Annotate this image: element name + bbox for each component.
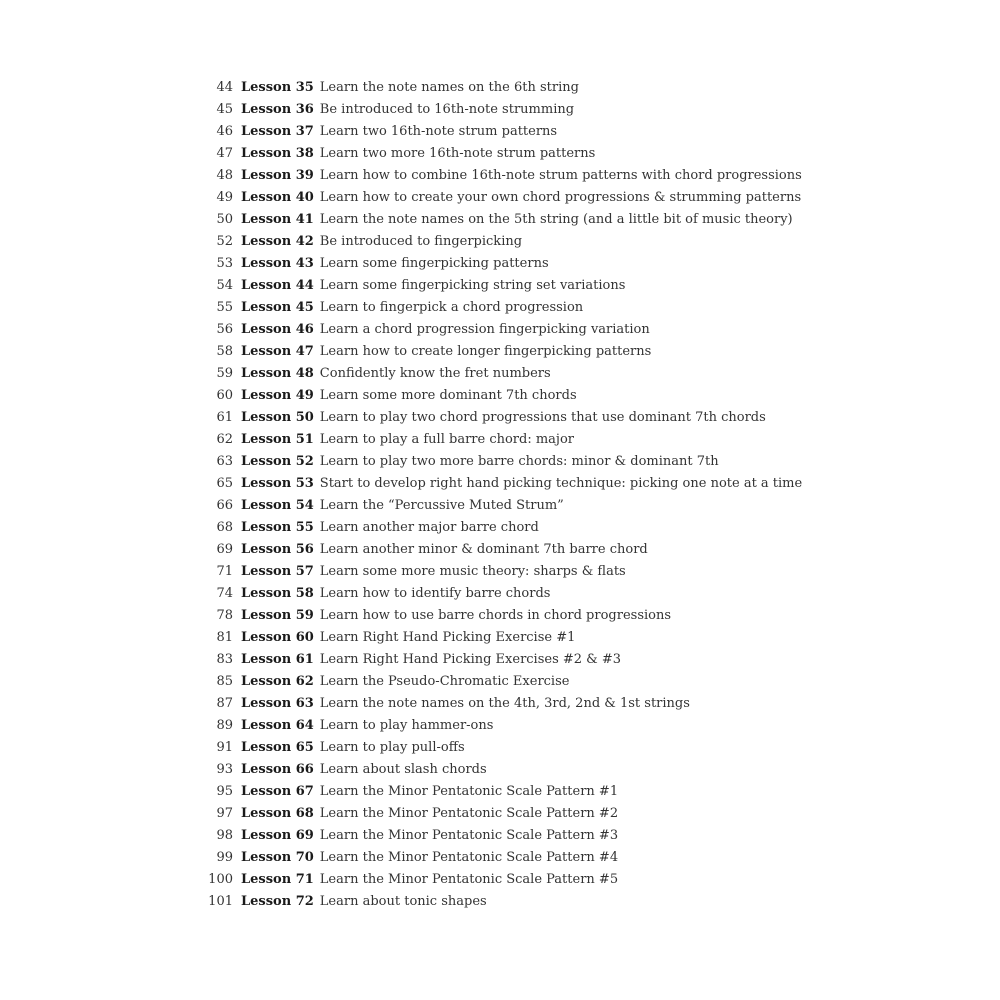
table-of-contents — [200, 77, 960, 913]
toc-page-number: 47 — [216, 146, 233, 161]
toc-entry — [200, 605, 960, 627]
toc-entry — [200, 275, 960, 297]
toc-lesson-title: Learn how to create your own chord progressions & strumming patterns — [319, 190, 802, 205]
toc-entry — [200, 583, 960, 605]
toc-lesson-label: Lesson 50 — [241, 410, 314, 425]
toc-page-number: 65 — [216, 476, 233, 491]
toc-lesson-label: Lesson 45 — [241, 300, 314, 315]
toc-lesson-title: Learn the Minor Pentatonic Scale Pattern #4 — [319, 850, 619, 865]
toc-page-number: 54 — [216, 278, 233, 293]
toc-lesson-title: Be introduced to fingerpicking — [319, 234, 523, 249]
toc-entry — [200, 253, 960, 275]
toc-entry — [200, 187, 960, 209]
toc-page-number: 53 — [216, 256, 233, 271]
toc-page-number: 63 — [216, 454, 233, 469]
toc-entry — [200, 77, 960, 99]
toc-lesson-label: Lesson 69 — [241, 828, 314, 843]
toc-entry — [200, 473, 960, 495]
toc-lesson-label: Lesson 59 — [241, 608, 314, 623]
toc-page-number: 74 — [216, 586, 233, 601]
toc-lesson-label: Lesson 67 — [241, 784, 314, 799]
toc-lesson-label: Lesson 43 — [241, 256, 314, 271]
toc-entry — [200, 671, 960, 693]
toc-lesson-title: Learn some fingerpicking patterns — [319, 256, 549, 271]
toc-page-number: 87 — [216, 696, 233, 711]
toc-lesson-title: Start to develop right hand picking technique: picking one note at a time — [319, 476, 803, 491]
toc-lesson-title: Learn Right Hand Picking Exercises #2 & #3 — [319, 652, 622, 667]
toc-lesson-title: Learn to play two chord progressions that use dominant 7th chords — [319, 410, 766, 425]
toc-entry — [200, 869, 960, 891]
toc-lesson-title: Learn to play two more barre chords: minor & dominant 7th — [319, 454, 719, 469]
toc-lesson-title: Learn some more dominant 7th chords — [319, 388, 577, 403]
toc-lesson-title: Learn to play a full barre chord: major — [319, 432, 575, 447]
toc-entry — [200, 429, 960, 451]
toc-lesson-title: Learn about slash chords — [319, 762, 487, 777]
toc-page-number: 78 — [216, 608, 233, 623]
toc-page-number: 48 — [216, 168, 233, 183]
toc-lesson-title: Learn the “Percussive Muted Strum” — [319, 498, 564, 513]
toc-lesson-title: Learn to fingerpick a chord progression — [319, 300, 584, 315]
toc-entry — [200, 99, 960, 121]
toc-lesson-label: Lesson 64 — [241, 718, 314, 733]
toc-lesson-label: Lesson 49 — [241, 388, 314, 403]
toc-page-number: 45 — [216, 102, 233, 117]
toc-lesson-label: Lesson 51 — [241, 432, 314, 447]
toc-entry — [200, 407, 960, 429]
toc-lesson-title: Learn another minor & dominant 7th barre chord — [319, 542, 648, 557]
toc-page-number: 68 — [216, 520, 233, 535]
toc-lesson-title: Learn the Minor Pentatonic Scale Pattern #2 — [319, 806, 619, 821]
toc-lesson-label: Lesson 47 — [241, 344, 314, 359]
toc-page-number: 97 — [216, 806, 233, 821]
toc-page-number: 81 — [216, 630, 233, 645]
toc-lesson-label: Lesson 61 — [241, 652, 314, 667]
toc-lesson-title: Learn Right Hand Picking Exercise #1 — [319, 630, 576, 645]
toc-lesson-title: Learn some more music theory: sharps & flats — [319, 564, 626, 579]
toc-lesson-title: Learn how to use barre chords in chord progressions — [319, 608, 672, 623]
toc-page-number: 99 — [216, 850, 233, 865]
toc-lesson-title: Learn how to combine 16th-note strum patterns with chord progressions — [319, 168, 802, 183]
toc-lesson-title: Learn to play pull-offs — [319, 740, 465, 755]
toc-lesson-label: Lesson 46 — [241, 322, 314, 337]
toc-entry — [200, 363, 960, 385]
toc-lesson-title: Learn the Pseudo-Chromatic Exercise — [319, 674, 570, 689]
toc-entry — [200, 781, 960, 803]
toc-entry — [200, 165, 960, 187]
toc-entry — [200, 297, 960, 319]
toc-entry — [200, 517, 960, 539]
toc-lesson-label: Lesson 60 — [241, 630, 314, 645]
toc-lesson-title: Learn how to identify barre chords — [319, 586, 551, 601]
toc-page-number: 91 — [216, 740, 233, 755]
toc-lesson-title: Learn two 16th-note strum patterns — [319, 124, 558, 139]
toc-entry — [200, 715, 960, 737]
toc-entry — [200, 561, 960, 583]
toc-lesson-title: Learn another major barre chord — [319, 520, 539, 535]
toc-lesson-title: Learn how to create longer fingerpicking patterns — [319, 344, 652, 359]
toc-entry — [200, 209, 960, 231]
toc-lesson-label: Lesson 42 — [241, 234, 314, 249]
toc-entry — [200, 847, 960, 869]
toc-lesson-label: Lesson 63 — [241, 696, 314, 711]
toc-entry — [200, 385, 960, 407]
toc-entry — [200, 143, 960, 165]
toc-lesson-title: Learn to play hammer-ons — [319, 718, 494, 733]
toc-entry — [200, 737, 960, 759]
toc-lesson-label: Lesson 57 — [241, 564, 314, 579]
toc-lesson-label: Lesson 56 — [241, 542, 314, 557]
toc-lesson-label: Lesson 70 — [241, 850, 314, 865]
toc-page-number: 55 — [216, 300, 233, 315]
toc-lesson-label: Lesson 53 — [241, 476, 314, 491]
toc-entry — [200, 803, 960, 825]
toc-lesson-label: Lesson 38 — [241, 146, 314, 161]
toc-lesson-title: Learn a chord progression fingerpicking variation — [319, 322, 650, 337]
toc-entry — [200, 627, 960, 649]
toc-lesson-title: Learn the Minor Pentatonic Scale Pattern #1 — [319, 784, 619, 799]
toc-entry — [200, 539, 960, 561]
toc-entry — [200, 341, 960, 363]
toc-page-number: 100 — [208, 872, 233, 887]
toc-lesson-label: Lesson 48 — [241, 366, 314, 381]
toc-lesson-title: Learn about tonic shapes — [319, 894, 487, 909]
toc-entry — [200, 319, 960, 341]
toc-lesson-title: Learn the note names on the 4th, 3rd, 2nd & 1st strings — [319, 696, 690, 711]
toc-entry — [200, 451, 960, 473]
toc-lesson-label: Lesson 44 — [241, 278, 314, 293]
toc-lesson-title: Learn the note names on the 5th string (and a little bit of music theory) — [319, 212, 793, 227]
toc-lesson-title: Be introduced to 16th-note strumming — [319, 102, 575, 117]
toc-lesson-title: Learn the Minor Pentatonic Scale Pattern #5 — [319, 872, 619, 887]
toc-lesson-label: Lesson 68 — [241, 806, 314, 821]
toc-lesson-label: Lesson 35 — [241, 80, 314, 95]
toc-page-number: 98 — [216, 828, 233, 843]
toc-entry — [200, 825, 960, 847]
toc-page-number: 49 — [216, 190, 233, 205]
toc-page-number: 66 — [216, 498, 233, 513]
toc-page-number: 52 — [216, 234, 233, 249]
toc-entry — [200, 649, 960, 671]
toc-page-number: 89 — [216, 718, 233, 733]
toc-entry — [200, 231, 960, 253]
toc-lesson-label: Lesson 55 — [241, 520, 314, 535]
toc-lesson-title: Confidently know the fret numbers — [319, 366, 551, 381]
toc-page-number: 71 — [216, 564, 233, 579]
toc-page-number: 101 — [208, 894, 233, 909]
toc-lesson-title: Learn two more 16th-note strum patterns — [319, 146, 596, 161]
toc-page-number: 95 — [216, 784, 233, 799]
toc-lesson-title: Learn the note names on the 6th string — [319, 80, 579, 95]
toc-entry — [200, 891, 960, 913]
toc-page-number: 44 — [216, 80, 233, 95]
toc-lesson-label: Lesson 39 — [241, 168, 314, 183]
toc-lesson-title: Learn the Minor Pentatonic Scale Pattern #3 — [319, 828, 619, 843]
toc-lesson-label: Lesson 52 — [241, 454, 314, 469]
toc-page-number: 60 — [216, 388, 233, 403]
toc-lesson-label: Lesson 62 — [241, 674, 314, 689]
toc-lesson-label: Lesson 36 — [241, 102, 314, 117]
toc-page-number: 85 — [216, 674, 233, 689]
toc-entry — [200, 693, 960, 715]
toc-page-number: 59 — [216, 366, 233, 381]
toc-page-number: 46 — [216, 124, 233, 139]
toc-lesson-label: Lesson 37 — [241, 124, 314, 139]
toc-page-number: 61 — [216, 410, 233, 425]
toc-entry — [200, 759, 960, 781]
toc-page-number: 62 — [216, 432, 233, 447]
toc-entry — [200, 121, 960, 143]
toc-page-number: 93 — [216, 762, 233, 777]
toc-lesson-label: Lesson 41 — [241, 212, 314, 227]
toc-lesson-label: Lesson 66 — [241, 762, 314, 777]
toc-page-number: 58 — [216, 344, 233, 359]
toc-lesson-label: Lesson 58 — [241, 586, 314, 601]
toc-lesson-label: Lesson 71 — [241, 872, 314, 887]
toc-page-number: 69 — [216, 542, 233, 557]
toc-lesson-title: Learn some fingerpicking string set variations — [319, 278, 626, 293]
toc-lesson-label: Lesson 40 — [241, 190, 314, 205]
toc-entry — [200, 495, 960, 517]
toc-lesson-label: Lesson 54 — [241, 498, 314, 513]
toc-page-number: 56 — [216, 322, 233, 337]
toc-lesson-label: Lesson 65 — [241, 740, 314, 755]
toc-page-number: 83 — [216, 652, 233, 667]
toc-page-number: 50 — [216, 212, 233, 227]
toc-lesson-label: Lesson 72 — [241, 894, 314, 909]
